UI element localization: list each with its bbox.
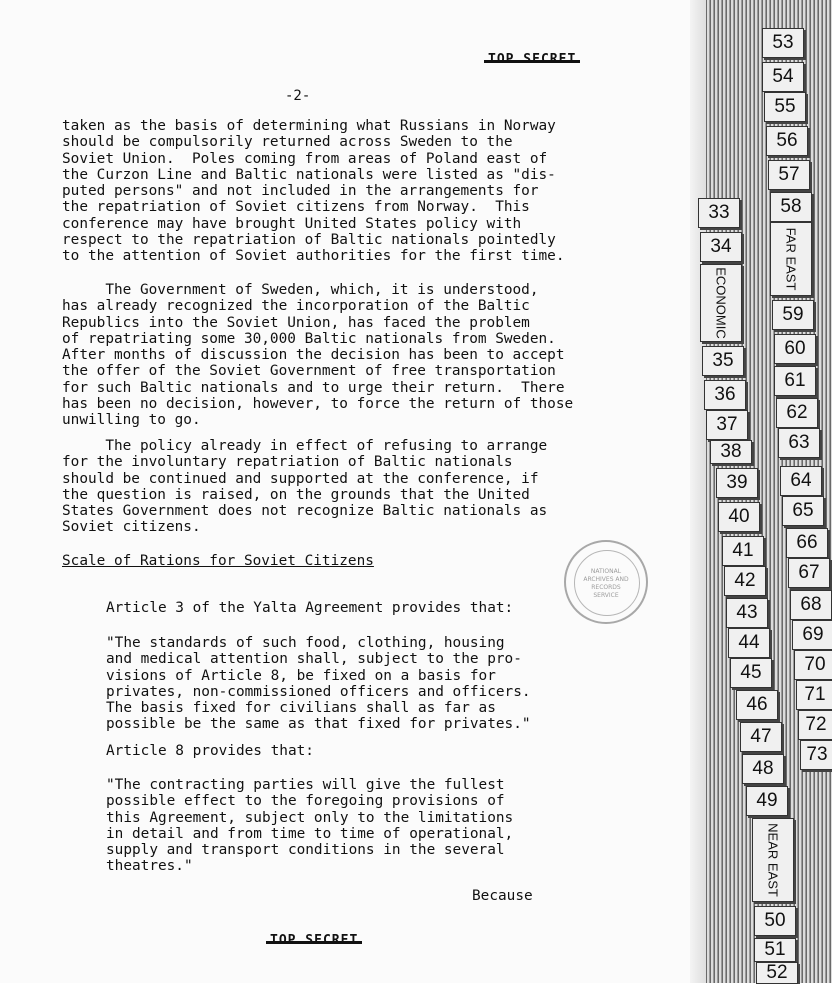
index-tab-69[interactable]: 69 bbox=[792, 620, 832, 650]
index-tab-45[interactable]: 45 bbox=[730, 658, 772, 688]
classification-stamp-top bbox=[488, 52, 576, 67]
index-tab-33[interactable]: 33 bbox=[698, 198, 740, 228]
article-3-quote: "The standards of such food, clothing, housing and medical attention shall, subject to the pro- visions of Article 8, be fixed on a basis for privates, non-commissioned officers and officers. The basis fixed for civilians shall as far as possible be the same as that fixed for privates." bbox=[106, 635, 531, 733]
index-tab-68[interactable]: 68 bbox=[790, 590, 832, 620]
index-tab-42[interactable]: 42 bbox=[724, 566, 766, 596]
classification-stamp-bottom bbox=[270, 933, 358, 948]
index-tab-67[interactable]: 67 bbox=[788, 558, 830, 588]
index-tab-37[interactable]: 37 bbox=[706, 410, 748, 440]
index-tab-55[interactable]: 55 bbox=[764, 92, 806, 122]
index-tab-53[interactable]: 53 bbox=[762, 28, 804, 58]
page-number: -2- bbox=[285, 88, 311, 104]
index-tab-46[interactable]: 46 bbox=[736, 690, 778, 720]
index-tab-59[interactable]: 59 bbox=[772, 300, 814, 330]
article-8-quote: "The contracting parties will give the fullest possible effect to the foregoing provisions of this Agreement, subject only to the limitations in detail and from time to time of operational, supply and transport conditions in the several theatres." bbox=[106, 777, 514, 875]
index-tab-38[interactable]: 38 bbox=[710, 440, 752, 464]
index-tab-48[interactable]: 48 bbox=[742, 754, 784, 784]
section-tab-near-east[interactable]: NEAR EAST bbox=[752, 818, 794, 902]
index-tab-52[interactable]: 52 bbox=[756, 962, 798, 984]
index-tab-35[interactable]: 35 bbox=[702, 346, 744, 376]
section-heading: Scale of Rations for Soviet Citizens bbox=[62, 553, 374, 569]
index-tab-49[interactable]: 49 bbox=[746, 786, 788, 816]
index-tab-72[interactable]: 72 bbox=[798, 710, 832, 740]
index-tab-58[interactable]: 58 bbox=[770, 192, 812, 222]
index-tab-50[interactable]: 50 bbox=[754, 906, 796, 936]
index-tab-65[interactable]: 65 bbox=[782, 496, 824, 526]
index-tab-64[interactable]: 64 bbox=[780, 466, 822, 496]
paragraph-2: The Government of Sweden, which, it is understood, has already recognized the incorporation of the Baltic Republics into the Soviet Union, has faced the problem of repatriating some 30,000 Baltic nationals from Sweden. After months of discussion the decision has been to accept the offer of the Soviet Government of free transportation for such Baltic nationals and to urge their return. There has been no decision, however, to force the return of those unwilling to go. bbox=[62, 282, 574, 429]
index-tab-41[interactable]: 41 bbox=[722, 536, 764, 566]
index-tab-47[interactable]: 47 bbox=[740, 722, 782, 752]
index-tab-51[interactable]: 51 bbox=[754, 938, 796, 962]
index-tab-56[interactable]: 56 bbox=[766, 126, 808, 156]
index-tab-62[interactable]: 62 bbox=[776, 398, 818, 428]
index-tab-63[interactable]: 63 bbox=[778, 428, 820, 458]
index-tab-44[interactable]: 44 bbox=[728, 628, 770, 658]
index-tab-70[interactable]: 70 bbox=[794, 650, 832, 680]
index-tab-36[interactable]: 36 bbox=[704, 380, 746, 410]
index-tab-60[interactable]: 60 bbox=[774, 334, 816, 364]
index-tab-40[interactable]: 40 bbox=[718, 502, 760, 532]
index-tab-71[interactable]: 71 bbox=[796, 680, 832, 710]
index-tab-43[interactable]: 43 bbox=[726, 598, 768, 628]
section-tab-far-east[interactable]: FAR EAST bbox=[770, 222, 812, 296]
index-tab-34[interactable]: 34 bbox=[700, 232, 742, 262]
index-tab-54[interactable]: 54 bbox=[762, 62, 804, 92]
continuation-word: Because bbox=[472, 888, 533, 904]
section-tab-economic[interactable]: ECONOMIC bbox=[700, 264, 742, 342]
archives-seal-icon: NATIONAL ARCHIVES AND RECORDS SERVICE bbox=[564, 540, 648, 624]
index-tab-39[interactable]: 39 bbox=[716, 468, 758, 498]
index-tab-66[interactable]: 66 bbox=[786, 528, 828, 558]
index-tab-57[interactable]: 57 bbox=[768, 160, 810, 190]
paragraph-1: taken as the basis of determining what Russians in Norway should be compulsorily returned across Sweden to the Soviet Union. Poles coming from areas of Poland east of the Curzon Line and Baltic nationals were listed as "dis- puted persons" and not included in the arrangements for the repatriation of Soviet citizens from Norway. This conference may have brought United States policy with respect to the repatriation of Baltic nationals pointedly to the attention of Soviet authorities for the first time. bbox=[62, 118, 565, 265]
article-3-intro: Article 3 of the Yalta Agreement provides that: bbox=[106, 600, 514, 616]
paragraph-3: The policy already in effect of refusing to arrange for the involuntary repatriation of Baltic nationals should be continued and supported at the conference, if the question is raised, on the grounds that the United States Government does not recognize Baltic nationals as Soviet citizens. bbox=[62, 438, 548, 536]
index-tab-61[interactable]: 61 bbox=[774, 366, 816, 396]
index-tab-73[interactable]: 73 bbox=[800, 740, 832, 770]
article-8-intro: Article 8 provides that: bbox=[106, 743, 314, 759]
